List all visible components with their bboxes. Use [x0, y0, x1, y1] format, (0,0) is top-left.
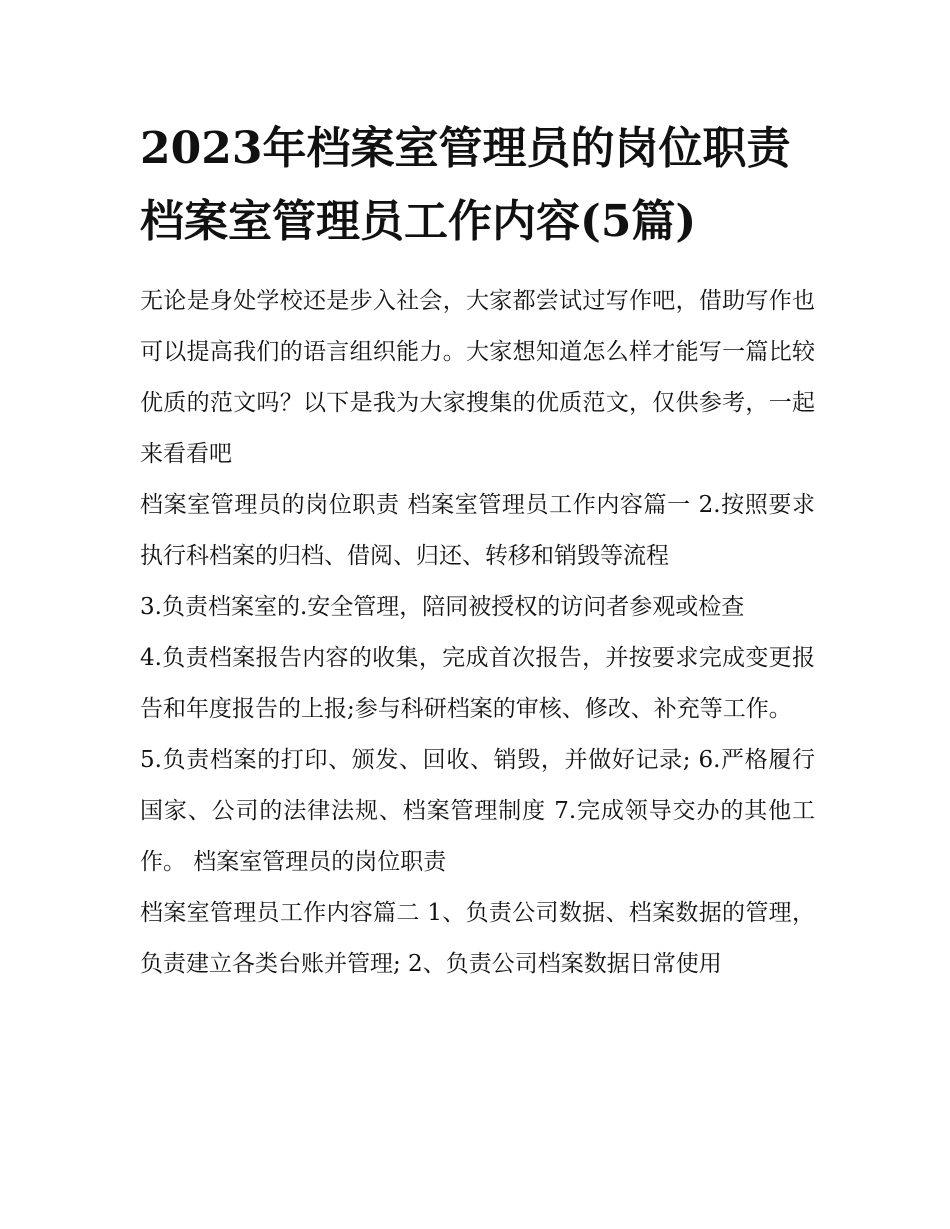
duty-paragraph-5: 档案室管理员工作内容篇二 1、负责公司数据、档案数据的管理，负责建立各类台账并管理; 2、负责公司档案数据日常使用 [140, 900, 815, 977]
duty-paragraph-4: 5.负责档案的打印、颁发、回收、销毁，并做好记录; 6.严格履行国家、公司的法律法规、档案管理制度 7.完成领导交办的其他工作。 档案室管理员的岗位职责 [140, 747, 815, 875]
duty-paragraph-2: 3.负责档案室的.安全管理，陪同被授权的访问者参观或检查 [140, 594, 745, 620]
intro-paragraph: 无论是身处学校还是步入社会，大家都尝试过写作吧，借助写作也可以提高我们的语言组织能力。大家想知道怎么样才能写一篇比较优质的范文吗？以下是我为大家搜集的优质范文，仅供参考，一起来看看吧 [140, 288, 815, 467]
document-title: 2023年档案室管理员的岗位职责 档案室管理员工作内容(5篇) [140, 123, 791, 247]
duty-paragraph-1: 档案室管理员的岗位职责 档案室管理员工作内容篇一 2.按照要求执行科档案的归档、借阅、归还、转移和销毁等流程 [140, 492, 815, 569]
duty-paragraph-3: 4.负责档案报告内容的收集，完成首次报告，并按要求完成变更报告和年度报告的上报;参与科研档案的审核、修改、补充等工作。 [140, 645, 815, 722]
document-page [140, 112, 815, 990]
